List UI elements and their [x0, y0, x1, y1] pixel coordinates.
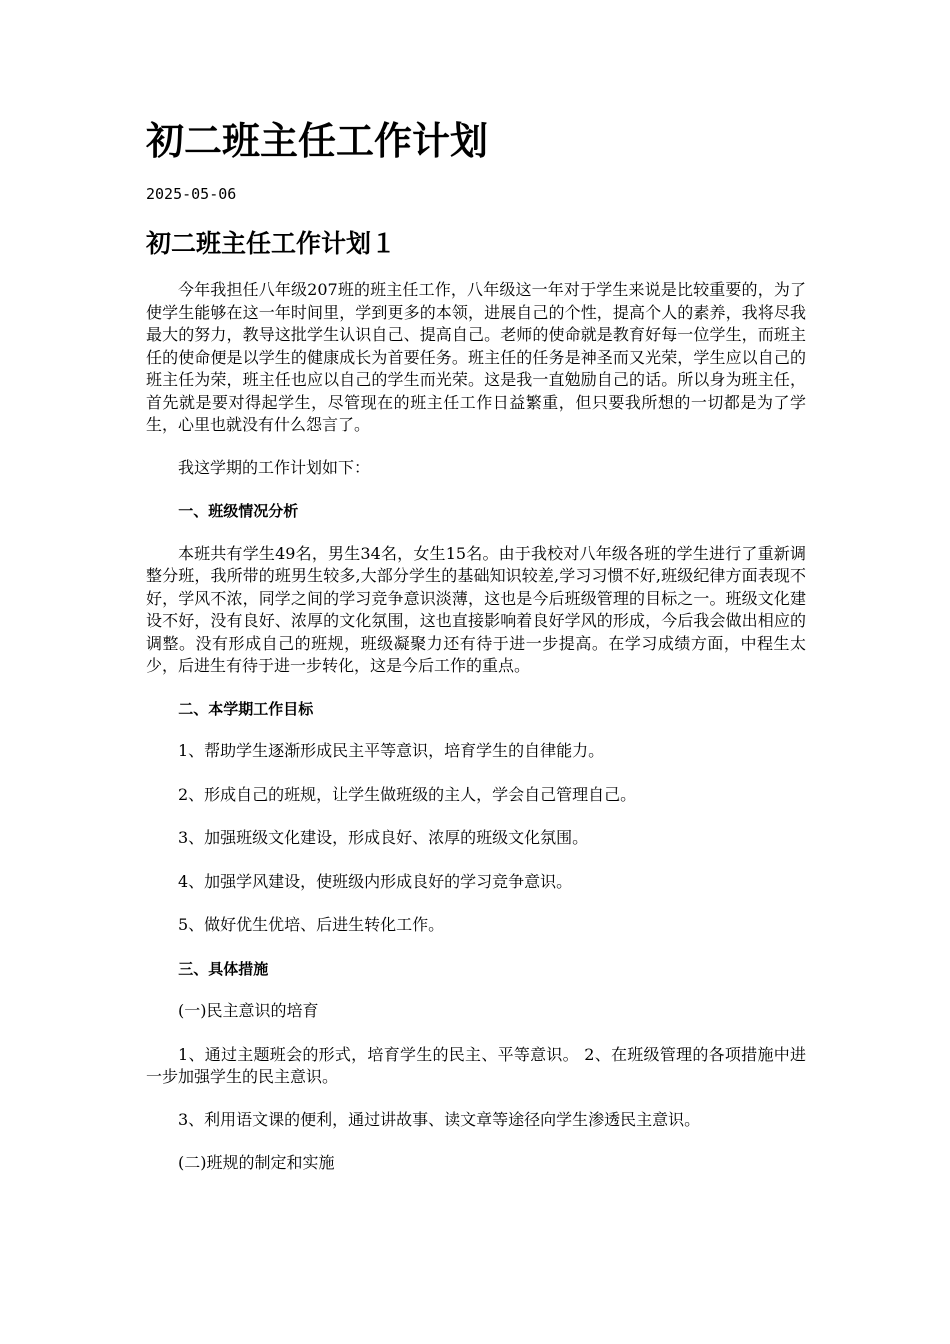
analysis-paragraph: 本班共有学生49名，男生34名，女生15名。由于我校对八年级各班的学生进行了重新调整分班，我所带的班男生较多,大部分学生的基础知识较差,学习习惯不好,班级纪律方面表现不好，学风不浓，同学之间的学习竞争意识淡薄，这也是今后班级管理的目标之一。班级文化建设不好，没有良好、浓厚的文化氛围，这也直接影响着良好学风的形成，今后我会做出相应的调整。没有形成自己的班规，班级凝聚力还有待于进一步提高。在学习成绩方面，中程生太少，后进生有待于进一步转化，这是今后工作的重点。: [146, 543, 806, 675]
measure-items-1-2: 1、通过主题班会的形式，培育学生的民主、平等意识。 2、在班级管理的各项措施中进一步加强学生的民主意识。: [146, 1044, 806, 1086]
goal-item-1: 1、帮助学生逐渐形成民主平等意识，培育学生的自律能力。: [178, 741, 605, 760]
intro-paragraph: 今年我担任八年级207班的班主任工作，八年级这一年对于学生来说是比较重要的，为了使学生能够在这一年时间里，学到更多的本领，进展自己的个性，提高个人的素养，我将尽我最大的努力，教导这批学生认识自己、提高自己。老师的使命就是教育好每一位学生，而班主任的使命便是以学生的健康成长为首要任务。班主任的任务是神圣而又光荣，学生应以自己的班主任为荣，班主任也应以自己的学生而光荣。这是我一直勉励自己的话。所以身为班主任，首先就是要对得起学生，尽管现在的班主任工作日益繁重，但只要我所想的一切都是为了学生，心里也就没有什么怨言了。: [146, 280, 806, 434]
document-body: [146, 279, 806, 1196]
heading-semester-goals: 二、本学期工作目标: [178, 699, 314, 718]
measure-item-3: 3、利用语文课的便利，通过讲故事、读文章等途径向学生渗透民主意识。: [178, 1109, 701, 1129]
goal-item-3: 3、加强班级文化建设，形成良好、浓厚的班级文化氛围。: [178, 828, 589, 847]
heading-measures: 三、具体措施: [178, 959, 269, 978]
subheading-class-rules: (二)班规的制定和实施: [178, 1153, 335, 1172]
goal-item-2: 2、形成自己的班规，让学生做班级的主人，学会自己管理自己。: [178, 784, 637, 804]
plan-intro-paragraph: 我这学期的工作计划如下：: [178, 457, 371, 477]
subheading-democracy: (一)民主意识的培育: [178, 1001, 319, 1020]
heading-class-analysis: 一、班级情况分析: [178, 502, 299, 520]
goal-item-4: 4、加强学风建设，使班级内形成良好的学习竞争意识。: [178, 871, 573, 891]
document-date: 2025-05-06: [146, 185, 237, 203]
document-title: 初二班主任工作计划: [146, 118, 489, 163]
section-title: 初二班主任工作计划１: [146, 229, 397, 258]
goal-item-5: 5、做好优生优培、后进生转化工作。: [178, 915, 445, 934]
